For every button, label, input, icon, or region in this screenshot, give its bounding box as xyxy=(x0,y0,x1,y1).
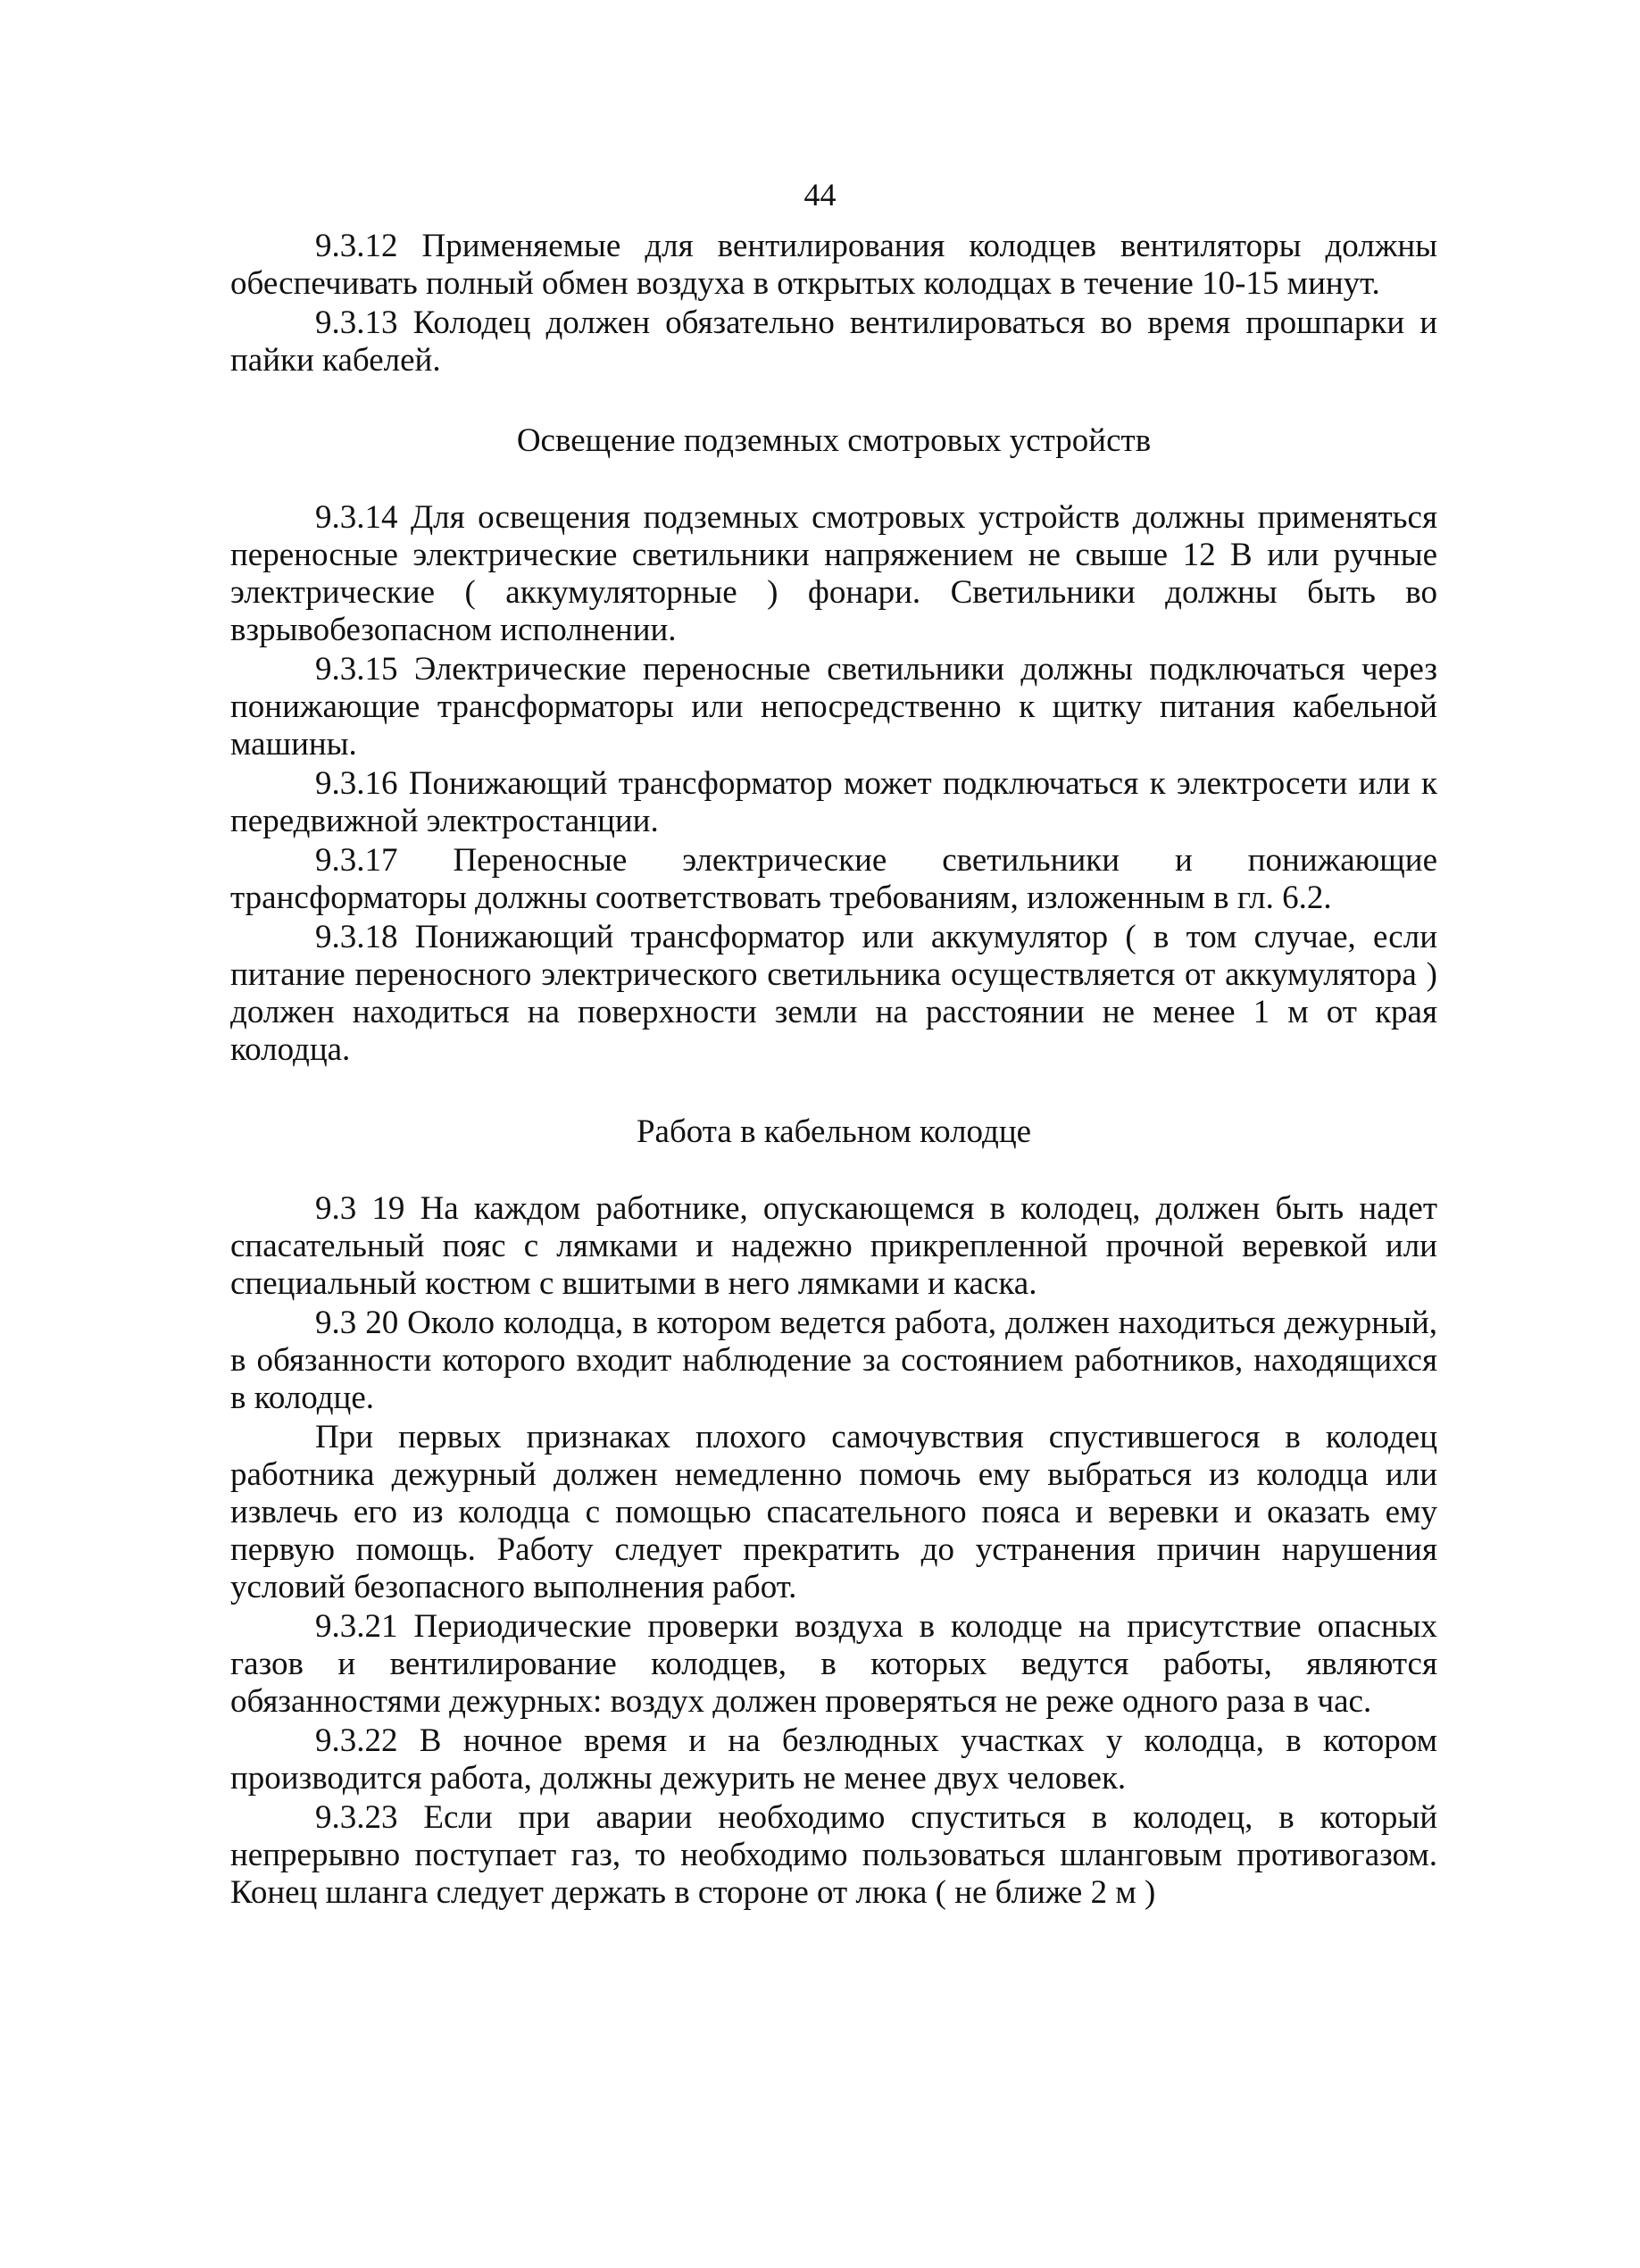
paragraph-9-3-19: 9.3 19 На каждом работнике, опускающемся в колодец, должен быть надет спасательный пояс с лямками и надежно прикрепленной прочной веревкой или специальный костюм с вшитыми в него лямками и каска. xyxy=(230,1190,1437,1302)
page-number: 44 xyxy=(803,177,837,213)
paragraph-9-3-17: 9.3.17 Переносные электрические светильники и понижающие трансформаторы должны соответствовать требованиям, изложенным в гл. 6.2. xyxy=(230,842,1437,916)
page-content xyxy=(230,228,1437,1914)
paragraph-9-3-15: 9.3.15 Электрические переносные светильники должны подключаться через понижающие трансформаторы или непосредственно к щитку питания кабельной машины. xyxy=(230,651,1437,763)
paragraph-9-3-13: 9.3.13 Колодец должен обязательно вентилироваться во время прошпарки и пайки кабелей. xyxy=(230,304,1437,379)
paragraph-9-3-22: 9.3.22 В ночное время и на безлюдных участках у колодца, в котором производится работа, должны дежурить не менее двух человек. xyxy=(230,1722,1437,1797)
paragraph-9-3-20: 9.3 20 Около колодца, в котором ведется работа, должен находиться дежурный, в обязанности которого входит наблюдение за состоянием работников, находящихся в колодце. xyxy=(230,1305,1437,1416)
paragraph-9-3-16: 9.3.16 Понижающий трансформатор может подключаться к электросети или к передвижной электростанции. xyxy=(230,765,1437,839)
paragraph-first-aid: При первых признаках плохого самочувствия спустившегося в колодец работника дежурный должен немедленно помочь ему выбраться из колодца или извлечь его из колодца с помощью спасательного пояса и веревки и оказать ему первую помощь. Работу следует прекратить до устранения причин нарушения условий безопасного выполнения работ. xyxy=(230,1419,1437,1605)
section-heading-lighting: Освещение подземных смотровых устройств xyxy=(516,422,1152,459)
section-heading-cable-well-work: Работа в кабельном колодце xyxy=(636,1113,1032,1150)
paragraph-9-3-14: 9.3.14 Для освещения подземных смотровых устройств должны применяться переносные электрические светильники напряжением не свыше 12 В или ручные электрические ( аккумуляторные ) фонари. Светильники должны быть во взрывобезопасном исполнении. xyxy=(230,499,1437,648)
paragraph-9-3-21: 9.3.21 Периодические проверки воздуха в колодце на присутствие опасных газов и вентилирование колодцев, в которых ведутся работы, являются обязанностями дежурных: воздух должен проверяться не реже одного раза в час. xyxy=(230,1608,1437,1720)
paragraph-9-3-23: 9.3.23 Если при аварии необходимо спуститься в колодец, в который непрерывно поступает газ, то необходимо пользоваться шланговым противогазом. Конец шланга следует держать в стороне от люка ( не ближе 2 м ) xyxy=(230,1799,1437,1911)
paragraph-9-3-18: 9.3.18 Понижающий трансформатор или аккумулятор ( в том случае, если питание переносного электрического светильника осуществляется от аккумулятора ) должен находиться на поверхности земли на расстоянии не менее 1 м от края колодца. xyxy=(230,919,1437,1068)
paragraph-9-3-12: 9.3.12 Применяемые для вентилирования колодцев вентиляторы должны обеспечивать полный обмен воздуха в открытых колодцах в течение 10-15 минут. xyxy=(230,228,1437,302)
